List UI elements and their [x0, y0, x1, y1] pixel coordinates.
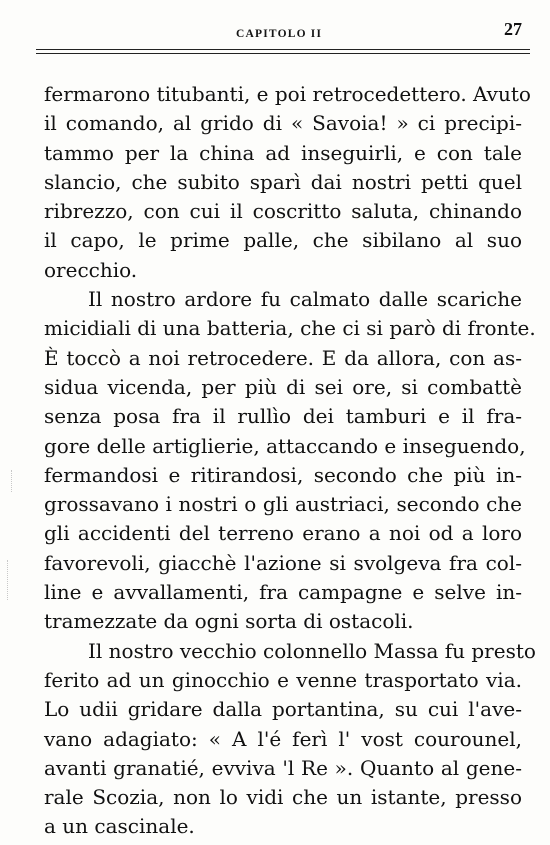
- text-line: rale Scozia, non lo vidi che un istante, presso: [44, 785, 522, 810]
- text-line: senza posa fra il rullìo dei tamburi e il fra-: [44, 404, 522, 429]
- page-header: [36, 16, 522, 46]
- text-line: line e avvallamenti, fra campagne e selve in-: [44, 580, 522, 605]
- text-line: orecchio.: [44, 257, 138, 282]
- text-line: tammo per la china ad inseguirli, e con tale: [44, 140, 522, 165]
- text-line: il capo, le prime palle, che sibilano al suo: [44, 228, 522, 253]
- text-line: ferito ad un ginocchio e venne trasportato via.: [44, 667, 522, 692]
- text-line: Il nostro vecchio colonnello Massa fu presto: [88, 638, 536, 663]
- text-line: gli accidenti del terreno erano a noi od a loro: [44, 521, 522, 546]
- text-line: fermandosi e ritirandosi, secondo che più in-: [44, 462, 522, 487]
- text-line: vano adagiato: « A l'é ferì l' vost courounel,: [44, 726, 522, 751]
- text-line: fermarono titubanti, e poi retrocedettero. Avuto: [44, 82, 531, 106]
- running-title: CAPITOLO II: [236, 28, 323, 40]
- text-line: slancio, che subito sparì dai nostri petti quel: [44, 169, 522, 194]
- text-line: gore delle artiglierie, attaccando e inseguendo,: [44, 433, 526, 458]
- text-line: ribrezzo, con cui il coscritto saluta, chinando: [44, 199, 522, 224]
- body-text: [44, 80, 536, 842]
- margin-speck: [7, 560, 11, 600]
- page-number: 27: [504, 19, 522, 39]
- text-line: grossavano i nostri o gli austriaci, secondo che: [44, 492, 522, 517]
- text-line: tramezzate da ogni sorta di ostacoli.: [44, 609, 414, 634]
- header-double-rule: [36, 49, 530, 54]
- text-line: a un cascinale.: [44, 814, 195, 839]
- text-line: Lo udii gridare dalla portantina, su cui l'ave-: [44, 697, 522, 722]
- text-line: È toccò a noi retrocedere. E da allora, con as-: [44, 345, 522, 370]
- text-line: Il nostro ardore fu calmato dalle scariche: [88, 287, 522, 312]
- text-line: sidua vicenda, per più di sei ore, si combattè: [44, 374, 522, 399]
- text-line: il comando, al grido di « Savoia! » ci precipi-: [44, 111, 522, 136]
- margin-speck: [11, 470, 15, 492]
- text-line: favorevoli, giacchè l'azione si svolgeva fra col-: [44, 550, 522, 575]
- text-line: micidiali di una batteria, che ci si parò di fronte.: [44, 316, 536, 341]
- text-line: avanti granatié, evviva 'l Re ». Quanto al gene-: [44, 755, 522, 780]
